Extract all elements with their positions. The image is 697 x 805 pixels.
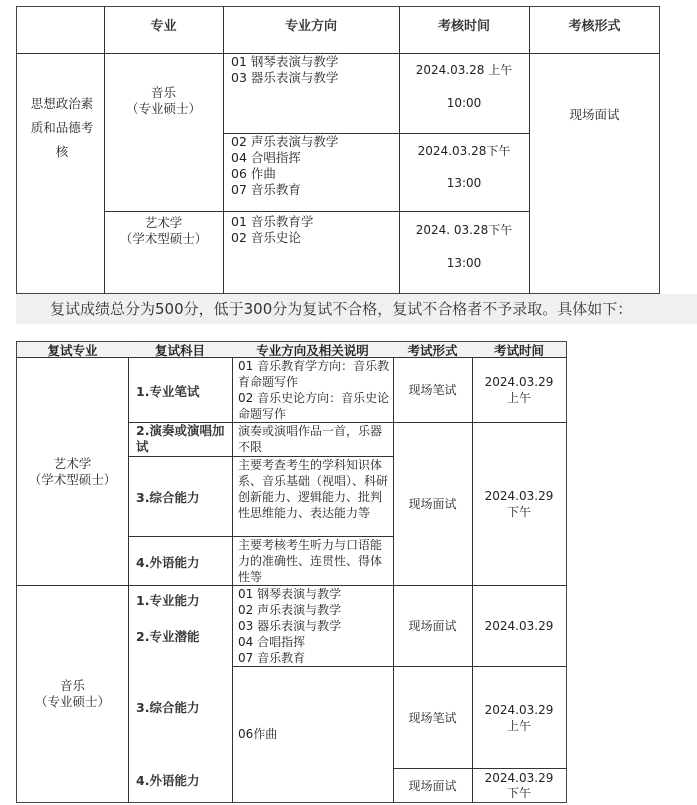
header-major: 专业 [150,18,177,34]
t2-art-subject-4: 4.外语能力 [136,555,200,570]
t2-music-dir-6: 06作曲 [238,727,278,741]
t2-music-subject-2: 2.专业潜能 [136,629,200,644]
time-1-date: 2024.03.28 上午 [415,63,513,77]
t2-art-time-1-date: 2024.03.29 [484,375,554,389]
t2-art-type: （学术型硕士） [28,472,117,487]
t2-music-form-2: 现场笔试 [408,710,457,725]
t2-art-time-2-period: 下午 [506,505,531,519]
t2-art-subject-3: 3.综合能力 [136,490,200,505]
t2-art-major [17,455,128,489]
t2-art-time-1 [472,358,566,422]
t2-music-form-1: 现场面试 [408,619,457,633]
t2-music-subject-3: 3.综合能力 [136,700,200,715]
direction-group-3: 01 音乐教育学 02 音乐史论 [231,214,314,245]
direction-group-2: 02 声乐表演与教学 04 合唱指挥 06 作曲 07 音乐教育 [231,134,339,197]
t2-music-time-3-period: 下午 [506,786,531,800]
t2-music-dirs: 01 钢琴表演与教学 02 声乐表演与教学 03 器乐表演与教学 04 合唱指挥 07 音乐教育 [238,587,342,665]
t2-art-time-2 [472,423,566,585]
music-type: （专业硕士） [125,101,201,116]
t2-art-time-1-period: 上午 [506,391,531,405]
t2-header-major: 复试专业 [17,342,128,357]
t2-art-note-1: 01 音乐教育学方向：音乐教育命题写作 02 音乐史论方向：音乐史论命题写作 [238,359,390,421]
t2-header-subject: 复试科目 [128,342,232,357]
t2-art-note-4: 主要考核考生听力与口语能力的准确性、连贯性、得体性等 [238,538,383,584]
time-1-hour: 10:00 [446,96,482,110]
t2-music-subject-1: 1.专业能力 [136,593,200,608]
time-2-hour: 13:00 [446,176,482,190]
t2-music-time-2-period: 上午 [506,718,531,733]
t2-art-time-2-date: 2024.03.29 [484,489,554,503]
t2-art-note-3: 主要考查考生的学科知识体系、音乐基础（视唱）、科研创新能力、逻辑能力、批判性思维能力、表达能力等 [238,458,389,520]
t2-music-subject-4: 4.外语能力 [136,773,200,788]
music-name: 音乐 [150,85,176,100]
art-name: 艺术学 [144,215,183,230]
score-description: 复试成绩总分为500分，低于300分为复试不合格，复试不合格者不予录取。具体如下： [16,294,697,324]
t2-art-subject-1: 1.专业笔试 [136,384,200,399]
t2-music-major [17,677,128,711]
time-2-date: 2024.03.28下午 [417,144,511,158]
t2-art-form-1: 现场笔试 [408,383,457,397]
direction-group-1: 01 钢琴表演与教学 03 器乐表演与教学 [231,54,339,85]
t2-header-notes: 专业方向及相关说明 [232,342,393,357]
t2-art-subject-2: 2.演奏或演唱加试 [136,423,225,454]
art-type: （学术型硕士） [119,231,208,246]
t2-music-time-2 [472,667,566,768]
form-cell: 现场面试 [569,107,620,122]
t2-music-form-3: 现场面试 [408,779,457,793]
t2-art-form-2: 现场面试 [408,497,457,511]
category-cell: 思想政治素质和品德考核 [30,96,94,159]
header-time: 考核时间 [437,18,490,34]
t2-art-note-2: 演奏或演唱作品一首，乐器不限 [238,424,383,454]
t2-art-name: 艺术学 [53,456,92,471]
t2-music-name: 音乐 [59,678,85,693]
t2-music-type: （专业硕士） [34,694,110,709]
t2-music-time-1: 2024.03.29 [484,619,554,633]
t2-header-time: 考试时间 [472,342,566,357]
header-direction: 专业方向 [284,18,337,34]
time-3-hour: 13:00 [446,256,482,270]
t2-music-time-3-date: 2024.03.29 [484,771,554,785]
time-3-date: 2024. 03.28下午 [415,223,513,237]
t2-music-time-3 [472,769,566,803]
t2-music-time-2-date: 2024.03.29 [484,702,554,717]
t2-header-form: 考试形式 [393,342,472,357]
header-form: 考核形式 [568,18,621,34]
art-major-cell [104,211,223,251]
music-major-cell [104,53,223,149]
